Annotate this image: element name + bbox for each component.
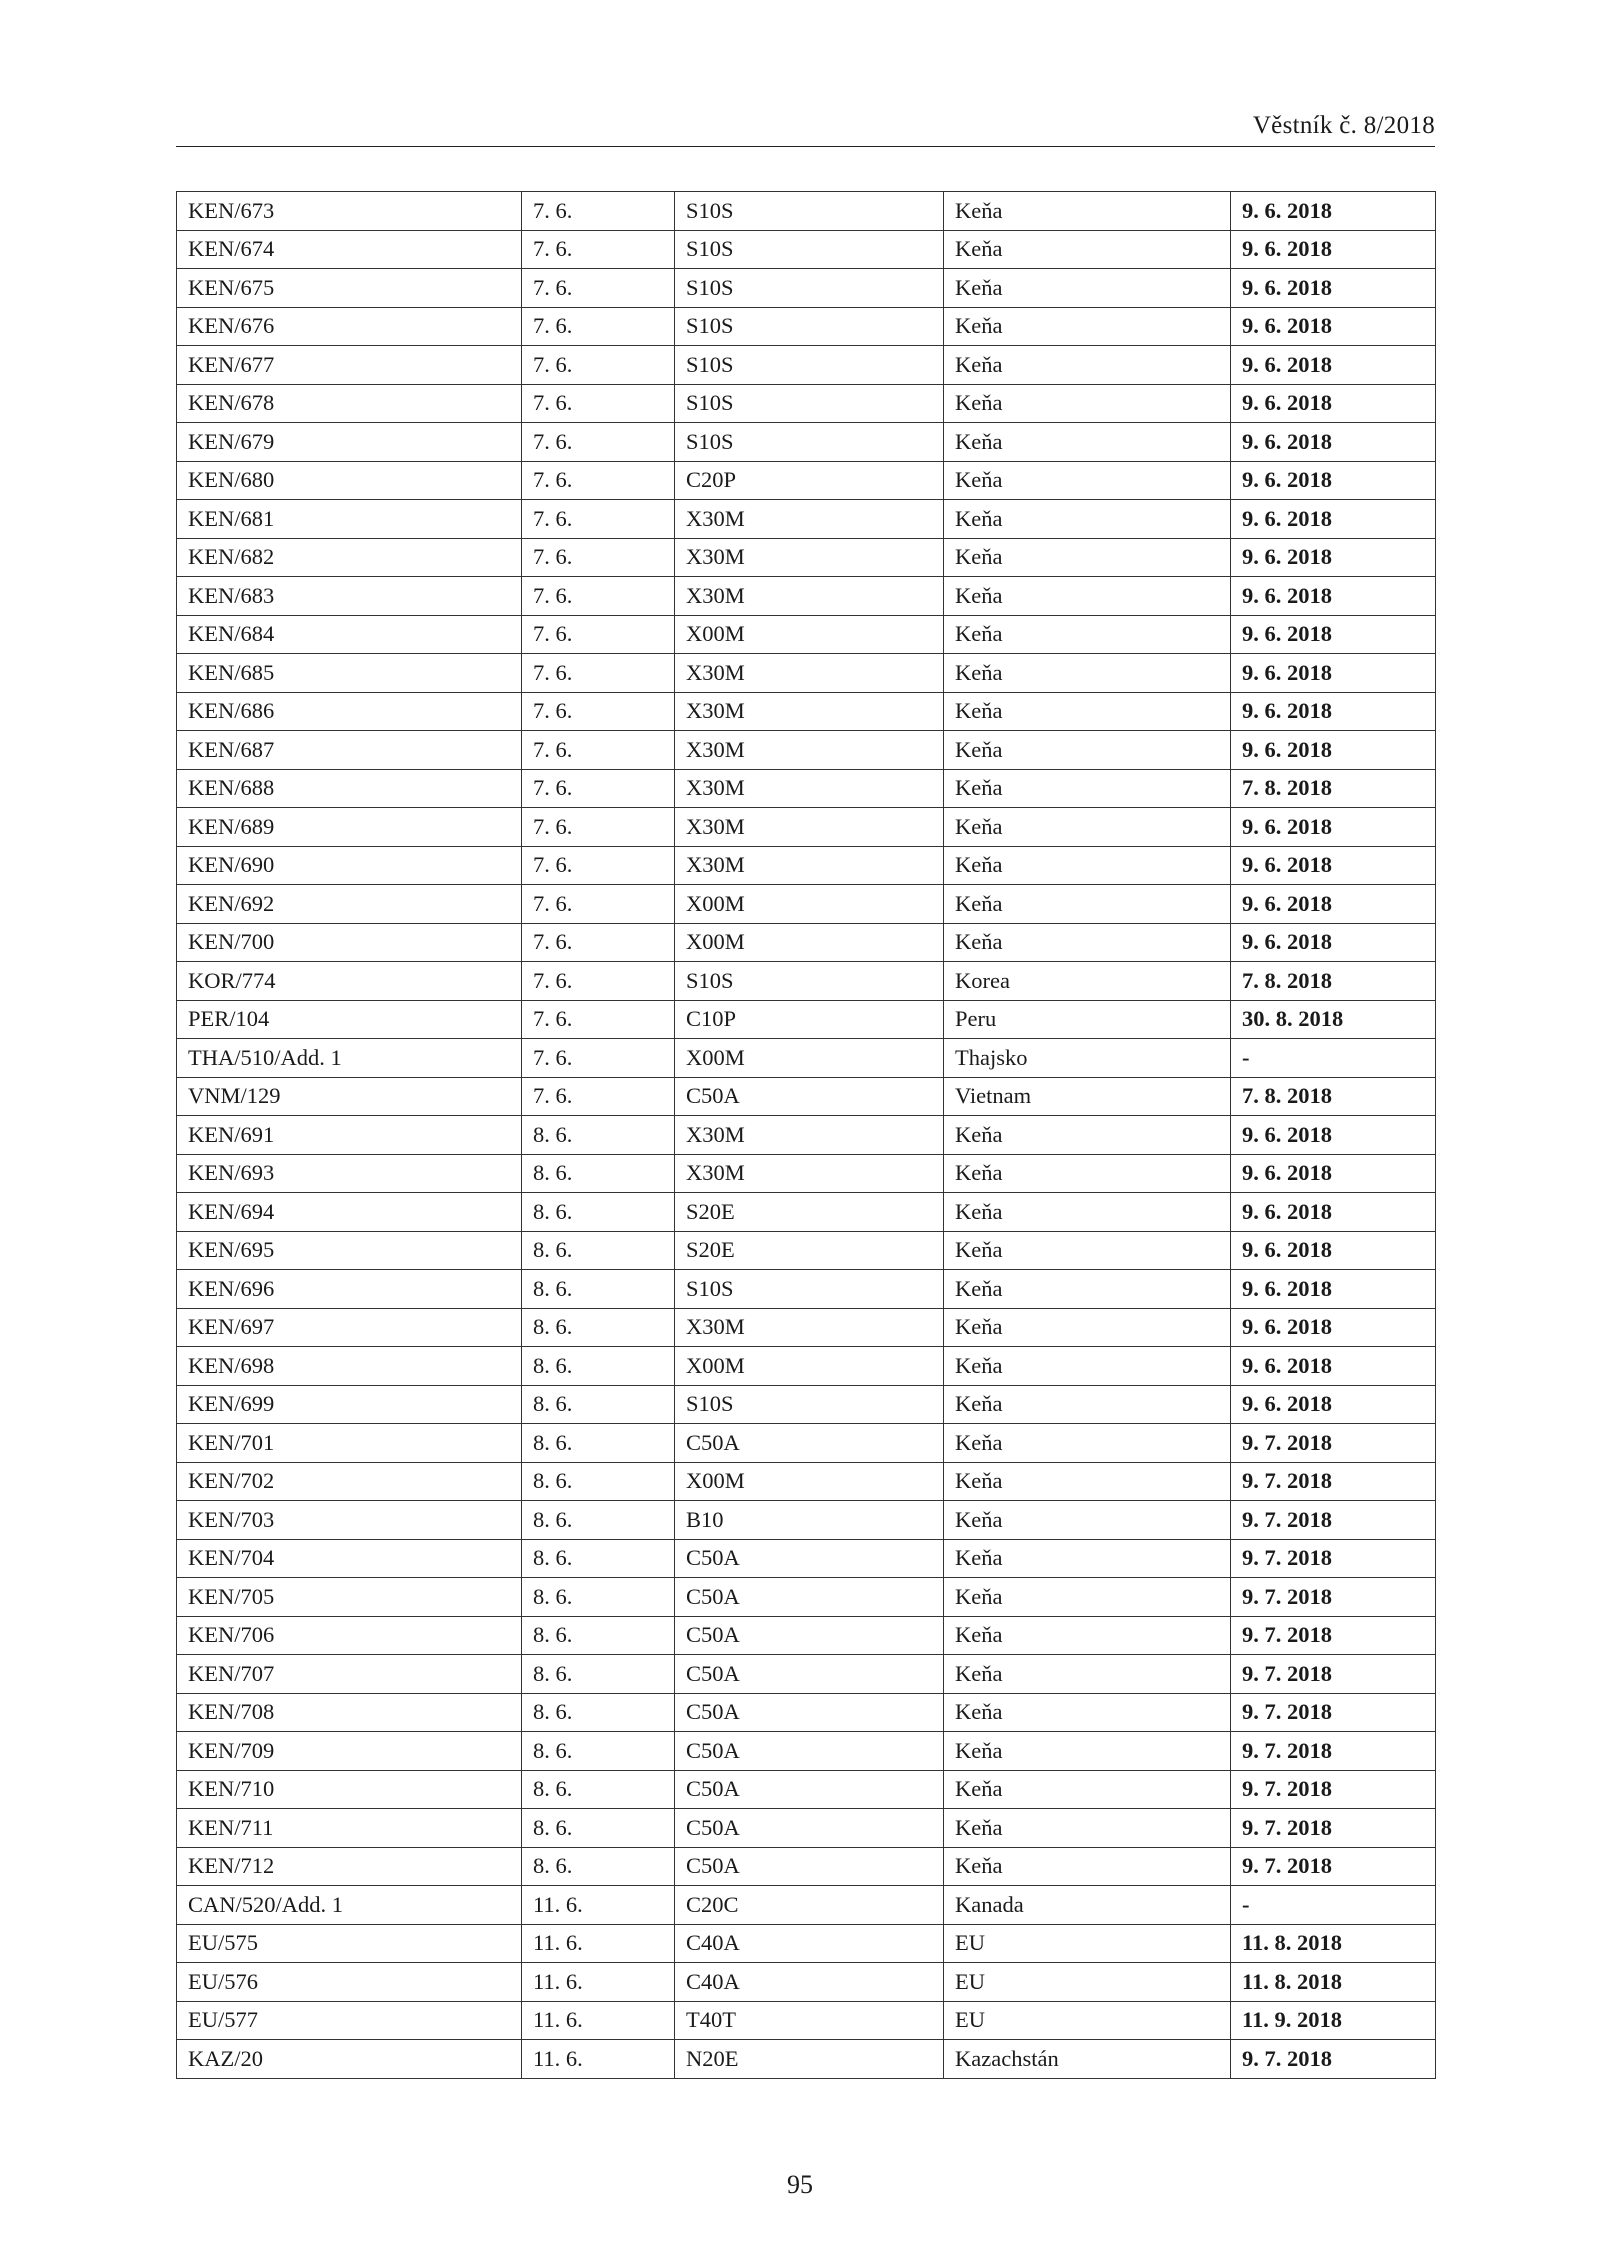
document-code-cell: KEN/697 xyxy=(177,1308,522,1347)
country-cell: Keňa xyxy=(944,1578,1231,1617)
deadline-date-cell: 9. 7. 2018 xyxy=(1231,1539,1436,1578)
notification-date-cell: 8. 6. xyxy=(522,1193,675,1232)
document-code-cell: KEN/693 xyxy=(177,1154,522,1193)
deadline-date-cell: 9. 6. 2018 xyxy=(1231,846,1436,885)
document-code-cell: KEN/674 xyxy=(177,230,522,269)
table-row xyxy=(177,1270,1436,1309)
document-code-cell: KEN/704 xyxy=(177,1539,522,1578)
notification-date-cell: 8. 6. xyxy=(522,1732,675,1771)
category-code-cell: C50A xyxy=(675,1655,944,1694)
category-code-cell: B10 xyxy=(675,1501,944,1540)
deadline-date-cell: 7. 8. 2018 xyxy=(1231,962,1436,1001)
country-cell: Peru xyxy=(944,1000,1231,1039)
country-cell: Keňa xyxy=(944,269,1231,308)
document-code-cell: VNM/129 xyxy=(177,1077,522,1116)
table-row xyxy=(177,808,1436,847)
table-row xyxy=(177,1693,1436,1732)
category-code-cell: X30M xyxy=(675,808,944,847)
table-row xyxy=(177,1231,1436,1270)
document-code-cell: KEN/687 xyxy=(177,731,522,770)
notification-date-cell: 7. 6. xyxy=(522,192,675,231)
deadline-date-cell: 9. 7. 2018 xyxy=(1231,1809,1436,1848)
deadline-date-cell: 9. 6. 2018 xyxy=(1231,615,1436,654)
notification-date-cell: 7. 6. xyxy=(522,346,675,385)
table-row xyxy=(177,1770,1436,1809)
table-row xyxy=(177,1539,1436,1578)
country-cell: Keňa xyxy=(944,1693,1231,1732)
deadline-date-cell: 30. 8. 2018 xyxy=(1231,1000,1436,1039)
deadline-date-cell: 11. 8. 2018 xyxy=(1231,1963,1436,2002)
header-title: Věstník č. 8/2018 xyxy=(1252,112,1435,139)
country-cell: EU xyxy=(944,1924,1231,1963)
country-cell: Keňa xyxy=(944,461,1231,500)
country-cell: Keňa xyxy=(944,423,1231,462)
document-code-cell: KEN/680 xyxy=(177,461,522,500)
document-code-cell: KEN/696 xyxy=(177,1270,522,1309)
notification-date-cell: 8. 6. xyxy=(522,1655,675,1694)
table-row xyxy=(177,1077,1436,1116)
table-row xyxy=(177,1963,1436,2002)
country-cell: Kazachstán xyxy=(944,2040,1231,2079)
document-code-cell: KEN/678 xyxy=(177,384,522,423)
deadline-date-cell: 9. 6. 2018 xyxy=(1231,384,1436,423)
deadline-date-cell: - xyxy=(1231,1039,1436,1078)
document-code-cell: KEN/682 xyxy=(177,538,522,577)
deadline-date-cell: 9. 6. 2018 xyxy=(1231,1193,1436,1232)
category-code-cell: C50A xyxy=(675,1578,944,1617)
deadline-date-cell: 9. 6. 2018 xyxy=(1231,1270,1436,1309)
country-cell: Keňa xyxy=(944,731,1231,770)
notification-date-cell: 8. 6. xyxy=(522,1347,675,1386)
table-row xyxy=(177,1655,1436,1694)
category-code-cell: X30M xyxy=(675,769,944,808)
deadline-date-cell: 9. 6. 2018 xyxy=(1231,1231,1436,1270)
document-code-cell: KEN/708 xyxy=(177,1693,522,1732)
category-code-cell: C40A xyxy=(675,1963,944,2002)
table-row xyxy=(177,1424,1436,1463)
category-code-cell: C50A xyxy=(675,1693,944,1732)
document-code-cell: KEN/675 xyxy=(177,269,522,308)
table-row xyxy=(177,1462,1436,1501)
category-code-cell: X00M xyxy=(675,1347,944,1386)
country-cell: Keňa xyxy=(944,1732,1231,1771)
document-code-cell: THA/510/Add. 1 xyxy=(177,1039,522,1078)
category-code-cell: S10S xyxy=(675,384,944,423)
notification-date-cell: 8. 6. xyxy=(522,1616,675,1655)
deadline-date-cell: 9. 6. 2018 xyxy=(1231,885,1436,924)
notification-date-cell: 7. 6. xyxy=(522,846,675,885)
deadline-date-cell: 9. 6. 2018 xyxy=(1231,1308,1436,1347)
deadline-date-cell: 9. 6. 2018 xyxy=(1231,461,1436,500)
category-code-cell: C50A xyxy=(675,1077,944,1116)
notification-date-cell: 8. 6. xyxy=(522,1847,675,1886)
table-row xyxy=(177,1501,1436,1540)
deadline-date-cell: 9. 7. 2018 xyxy=(1231,1770,1436,1809)
table-row xyxy=(177,346,1436,385)
notification-table xyxy=(176,191,1436,2079)
country-cell: Keňa xyxy=(944,1847,1231,1886)
notification-date-cell: 7. 6. xyxy=(522,500,675,539)
document-code-cell: KEN/699 xyxy=(177,1385,522,1424)
category-code-cell: X30M xyxy=(675,846,944,885)
table-row xyxy=(177,1924,1436,1963)
deadline-date-cell: 9. 6. 2018 xyxy=(1231,423,1436,462)
country-cell: Keňa xyxy=(944,1655,1231,1694)
notification-date-cell: 7. 6. xyxy=(522,538,675,577)
table-row xyxy=(177,962,1436,1001)
country-cell: Keňa xyxy=(944,384,1231,423)
document-code-cell: KEN/677 xyxy=(177,346,522,385)
deadline-date-cell: 9. 6. 2018 xyxy=(1231,500,1436,539)
notification-date-cell: 8. 6. xyxy=(522,1693,675,1732)
notification-date-cell: 8. 6. xyxy=(522,1501,675,1540)
table-row xyxy=(177,885,1436,924)
deadline-date-cell: 9. 7. 2018 xyxy=(1231,1847,1436,1886)
country-cell: Keňa xyxy=(944,192,1231,231)
category-code-cell: S10S xyxy=(675,192,944,231)
document-code-cell: KEN/712 xyxy=(177,1847,522,1886)
document-code-cell: KOR/774 xyxy=(177,962,522,1001)
notification-date-cell: 8. 6. xyxy=(522,1385,675,1424)
deadline-date-cell: 9. 6. 2018 xyxy=(1231,923,1436,962)
notification-date-cell: 7. 6. xyxy=(522,1077,675,1116)
category-code-cell: C20P xyxy=(675,461,944,500)
notification-date-cell: 8. 6. xyxy=(522,1116,675,1155)
table-row xyxy=(177,384,1436,423)
category-code-cell: S10S xyxy=(675,269,944,308)
deadline-date-cell: 9. 7. 2018 xyxy=(1231,1424,1436,1463)
notification-date-cell: 7. 6. xyxy=(522,577,675,616)
notification-date-cell: 8. 6. xyxy=(522,1308,675,1347)
country-cell: Keňa xyxy=(944,1231,1231,1270)
deadline-date-cell: 9. 6. 2018 xyxy=(1231,192,1436,231)
category-code-cell: X30M xyxy=(675,1154,944,1193)
deadline-date-cell: 11. 9. 2018 xyxy=(1231,2001,1436,2040)
document-code-cell: KEN/683 xyxy=(177,577,522,616)
deadline-date-cell: 9. 6. 2018 xyxy=(1231,1347,1436,1386)
notification-date-cell: 7. 6. xyxy=(522,808,675,847)
deadline-date-cell: 9. 7. 2018 xyxy=(1231,1616,1436,1655)
table-row xyxy=(177,423,1436,462)
table-row xyxy=(177,769,1436,808)
table-row xyxy=(177,692,1436,731)
category-code-cell: X00M xyxy=(675,1462,944,1501)
table-row xyxy=(177,1616,1436,1655)
country-cell: Keňa xyxy=(944,230,1231,269)
deadline-date-cell: 9. 6. 2018 xyxy=(1231,346,1436,385)
category-code-cell: S10S xyxy=(675,346,944,385)
category-code-cell: S10S xyxy=(675,307,944,346)
notification-date-cell: 7. 6. xyxy=(522,269,675,308)
deadline-date-cell: 9. 6. 2018 xyxy=(1231,1385,1436,1424)
country-cell: EU xyxy=(944,2001,1231,2040)
category-code-cell: X30M xyxy=(675,500,944,539)
notification-date-cell: 7. 6. xyxy=(522,769,675,808)
notification-date-cell: 7. 6. xyxy=(522,423,675,462)
country-cell: EU xyxy=(944,1963,1231,2002)
country-cell: Keňa xyxy=(944,538,1231,577)
table-row xyxy=(177,1116,1436,1155)
document-code-cell: EU/577 xyxy=(177,2001,522,2040)
category-code-cell: X00M xyxy=(675,615,944,654)
category-code-cell: X30M xyxy=(675,692,944,731)
document-code-cell: KEN/681 xyxy=(177,500,522,539)
document-code-cell: KAZ/20 xyxy=(177,2040,522,2079)
deadline-date-cell: 11. 8. 2018 xyxy=(1231,1924,1436,1963)
category-code-cell: X30M xyxy=(675,577,944,616)
category-code-cell: T40T xyxy=(675,2001,944,2040)
country-cell: Keňa xyxy=(944,692,1231,731)
deadline-date-cell: 9. 6. 2018 xyxy=(1231,230,1436,269)
deadline-date-cell: 9. 7. 2018 xyxy=(1231,1655,1436,1694)
table-row xyxy=(177,923,1436,962)
table-row xyxy=(177,538,1436,577)
category-code-cell: X30M xyxy=(675,1116,944,1155)
notification-date-cell: 7. 6. xyxy=(522,307,675,346)
country-cell: Keňa xyxy=(944,1462,1231,1501)
notification-date-cell: 11. 6. xyxy=(522,1886,675,1925)
deadline-date-cell: 9. 6. 2018 xyxy=(1231,538,1436,577)
category-code-cell: C50A xyxy=(675,1616,944,1655)
category-code-cell: X00M xyxy=(675,923,944,962)
table-row xyxy=(177,307,1436,346)
table-row xyxy=(177,269,1436,308)
document-code-cell: KEN/700 xyxy=(177,923,522,962)
table-row xyxy=(177,500,1436,539)
document-code-cell: KEN/709 xyxy=(177,1732,522,1771)
country-cell: Keňa xyxy=(944,654,1231,693)
category-code-cell: X00M xyxy=(675,1039,944,1078)
notification-date-cell: 11. 6. xyxy=(522,1963,675,2002)
country-cell: Keňa xyxy=(944,1308,1231,1347)
category-code-cell: C20C xyxy=(675,1886,944,1925)
document-code-cell: KEN/702 xyxy=(177,1462,522,1501)
category-code-cell: N20E xyxy=(675,2040,944,2079)
deadline-date-cell: 7. 8. 2018 xyxy=(1231,769,1436,808)
category-code-cell: S20E xyxy=(675,1231,944,1270)
document-code-cell: KEN/691 xyxy=(177,1116,522,1155)
category-code-cell: X30M xyxy=(675,538,944,577)
country-cell: Keňa xyxy=(944,346,1231,385)
document-code-cell: KEN/695 xyxy=(177,1231,522,1270)
document-code-cell: KEN/690 xyxy=(177,846,522,885)
document-code-cell: KEN/692 xyxy=(177,885,522,924)
document-code-cell: KEN/703 xyxy=(177,1501,522,1540)
table-row xyxy=(177,1385,1436,1424)
country-cell: Keňa xyxy=(944,1193,1231,1232)
category-code-cell: C50A xyxy=(675,1539,944,1578)
notification-date-cell: 8. 6. xyxy=(522,1231,675,1270)
deadline-date-cell: 9. 6. 2018 xyxy=(1231,307,1436,346)
deadline-date-cell: 9. 6. 2018 xyxy=(1231,692,1436,731)
country-cell: Thajsko xyxy=(944,1039,1231,1078)
document-code-cell: KEN/685 xyxy=(177,654,522,693)
category-code-cell: C50A xyxy=(675,1847,944,1886)
country-cell: Vietnam xyxy=(944,1077,1231,1116)
notification-date-cell: 8. 6. xyxy=(522,1270,675,1309)
deadline-date-cell: 9. 7. 2018 xyxy=(1231,2040,1436,2079)
deadline-date-cell: 9. 6. 2018 xyxy=(1231,808,1436,847)
page-header xyxy=(176,112,1435,147)
table-row xyxy=(177,731,1436,770)
document-code-cell: KEN/676 xyxy=(177,307,522,346)
document-code-cell: KEN/673 xyxy=(177,192,522,231)
notification-date-cell: 11. 6. xyxy=(522,2040,675,2079)
category-code-cell: C40A xyxy=(675,1924,944,1963)
table-row xyxy=(177,1154,1436,1193)
country-cell: Keňa xyxy=(944,808,1231,847)
deadline-date-cell: 7. 8. 2018 xyxy=(1231,1077,1436,1116)
notification-date-cell: 8. 6. xyxy=(522,1809,675,1848)
deadline-date-cell: 9. 6. 2018 xyxy=(1231,269,1436,308)
category-code-cell: X30M xyxy=(675,1308,944,1347)
country-cell: Keňa xyxy=(944,577,1231,616)
table-row xyxy=(177,1308,1436,1347)
notification-date-cell: 7. 6. xyxy=(522,461,675,500)
table-body xyxy=(177,192,1436,2079)
document-code-cell: KEN/684 xyxy=(177,615,522,654)
deadline-date-cell: 9. 7. 2018 xyxy=(1231,1462,1436,1501)
country-cell: Keňa xyxy=(944,846,1231,885)
document-code-cell: KEN/710 xyxy=(177,1770,522,1809)
category-code-cell: S20E xyxy=(675,1193,944,1232)
country-cell: Keňa xyxy=(944,615,1231,654)
document-code-cell: KEN/688 xyxy=(177,769,522,808)
country-cell: Keňa xyxy=(944,1154,1231,1193)
table-row xyxy=(177,461,1436,500)
table-row xyxy=(177,2001,1436,2040)
table-row xyxy=(177,1039,1436,1078)
notification-date-cell: 8. 6. xyxy=(522,1578,675,1617)
deadline-date-cell: 9. 6. 2018 xyxy=(1231,577,1436,616)
country-cell: Keňa xyxy=(944,500,1231,539)
document-code-cell: KEN/686 xyxy=(177,692,522,731)
notification-date-cell: 7. 6. xyxy=(522,654,675,693)
document-code-cell: EU/576 xyxy=(177,1963,522,2002)
notification-date-cell: 7. 6. xyxy=(522,923,675,962)
table-row xyxy=(177,230,1436,269)
table-row xyxy=(177,615,1436,654)
table-row xyxy=(177,1578,1436,1617)
document-code-cell: KEN/698 xyxy=(177,1347,522,1386)
table-row xyxy=(177,1732,1436,1771)
notification-date-cell: 11. 6. xyxy=(522,1924,675,1963)
document-code-cell: EU/575 xyxy=(177,1924,522,1963)
deadline-date-cell: 9. 7. 2018 xyxy=(1231,1578,1436,1617)
country-cell: Keňa xyxy=(944,923,1231,962)
country-cell: Keňa xyxy=(944,1270,1231,1309)
country-cell: Keňa xyxy=(944,1770,1231,1809)
country-cell: Kanada xyxy=(944,1886,1231,1925)
category-code-cell: S10S xyxy=(675,423,944,462)
table-row xyxy=(177,1000,1436,1039)
category-code-cell: C50A xyxy=(675,1809,944,1848)
category-code-cell: C50A xyxy=(675,1770,944,1809)
notification-date-cell: 7. 6. xyxy=(522,885,675,924)
category-code-cell: X30M xyxy=(675,731,944,770)
category-code-cell: S10S xyxy=(675,1385,944,1424)
notification-date-cell: 8. 6. xyxy=(522,1424,675,1463)
country-cell: Keňa xyxy=(944,769,1231,808)
country-cell: Korea xyxy=(944,962,1231,1001)
document-code-cell: KEN/706 xyxy=(177,1616,522,1655)
document-code-cell: KEN/711 xyxy=(177,1809,522,1848)
notification-date-cell: 7. 6. xyxy=(522,692,675,731)
notification-date-cell: 11. 6. xyxy=(522,2001,675,2040)
country-cell: Keňa xyxy=(944,1539,1231,1578)
country-cell: Keňa xyxy=(944,307,1231,346)
country-cell: Keňa xyxy=(944,1809,1231,1848)
category-code-cell: C50A xyxy=(675,1424,944,1463)
notification-date-cell: 7. 6. xyxy=(522,230,675,269)
table-row xyxy=(177,1886,1436,1925)
category-code-cell: C10P xyxy=(675,1000,944,1039)
notification-date-cell: 8. 6. xyxy=(522,1770,675,1809)
country-cell: Keňa xyxy=(944,1616,1231,1655)
category-code-cell: S10S xyxy=(675,230,944,269)
table-row xyxy=(177,1347,1436,1386)
notification-date-cell: 8. 6. xyxy=(522,1154,675,1193)
country-cell: Keňa xyxy=(944,1385,1231,1424)
notification-date-cell: 8. 6. xyxy=(522,1539,675,1578)
notification-date-cell: 7. 6. xyxy=(522,962,675,1001)
notification-date-cell: 7. 6. xyxy=(522,384,675,423)
table-row xyxy=(177,1193,1436,1232)
deadline-date-cell: - xyxy=(1231,1886,1436,1925)
document-code-cell: PER/104 xyxy=(177,1000,522,1039)
deadline-date-cell: 9. 6. 2018 xyxy=(1231,1116,1436,1155)
category-code-cell: S10S xyxy=(675,962,944,1001)
table-row xyxy=(177,1847,1436,1886)
table-row xyxy=(177,577,1436,616)
table-row xyxy=(177,2040,1436,2079)
category-code-cell: C50A xyxy=(675,1732,944,1771)
table-row xyxy=(177,846,1436,885)
country-cell: Keňa xyxy=(944,1501,1231,1540)
document-code-cell: KEN/701 xyxy=(177,1424,522,1463)
document-code-cell: KEN/707 xyxy=(177,1655,522,1694)
country-cell: Keňa xyxy=(944,1424,1231,1463)
notification-date-cell: 7. 6. xyxy=(522,1039,675,1078)
document-code-cell: KEN/705 xyxy=(177,1578,522,1617)
category-code-cell: X30M xyxy=(675,654,944,693)
country-cell: Keňa xyxy=(944,1116,1231,1155)
notification-date-cell: 7. 6. xyxy=(522,731,675,770)
country-cell: Keňa xyxy=(944,885,1231,924)
deadline-date-cell: 9. 7. 2018 xyxy=(1231,1732,1436,1771)
document-code-cell: KEN/689 xyxy=(177,808,522,847)
deadline-date-cell: 9. 7. 2018 xyxy=(1231,1501,1436,1540)
page-number: 95 xyxy=(787,2170,813,2199)
category-code-cell: X00M xyxy=(675,885,944,924)
deadline-date-cell: 9. 6. 2018 xyxy=(1231,731,1436,770)
table-row xyxy=(177,1809,1436,1848)
document-code-cell: CAN/520/Add. 1 xyxy=(177,1886,522,1925)
deadline-date-cell: 9. 7. 2018 xyxy=(1231,1693,1436,1732)
notification-date-cell: 7. 6. xyxy=(522,615,675,654)
table-row xyxy=(177,192,1436,231)
document-code-cell: KEN/694 xyxy=(177,1193,522,1232)
category-code-cell: S10S xyxy=(675,1270,944,1309)
country-cell: Keňa xyxy=(944,1347,1231,1386)
table-row xyxy=(177,654,1436,693)
notification-date-cell: 8. 6. xyxy=(522,1462,675,1501)
notification-date-cell: 7. 6. xyxy=(522,1000,675,1039)
deadline-date-cell: 9. 6. 2018 xyxy=(1231,1154,1436,1193)
deadline-date-cell: 9. 6. 2018 xyxy=(1231,654,1436,693)
document-code-cell: KEN/679 xyxy=(177,423,522,462)
